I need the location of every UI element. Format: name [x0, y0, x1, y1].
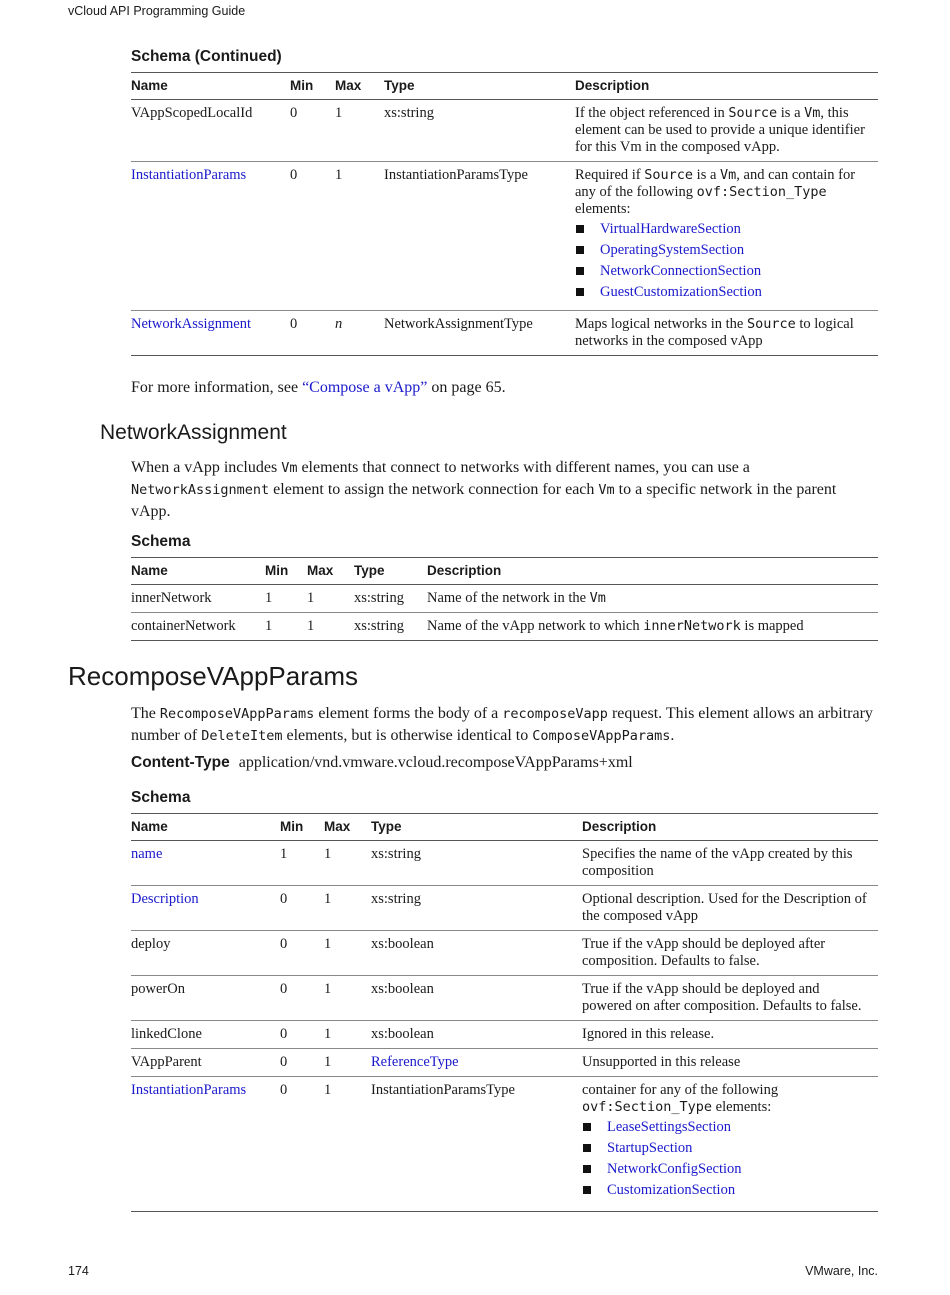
list-item: [582, 1119, 870, 1136]
desc-code: Vm: [804, 105, 821, 121]
name-link[interactable]: name: [131, 846, 163, 862]
cell-type: [371, 1049, 582, 1077]
cell-max: 1: [324, 931, 371, 976]
cell-description: Specifies the name of the vApp created by this composition: [582, 841, 878, 886]
section-type-list: [582, 1119, 870, 1199]
intro-code: ComposeVAppParams: [532, 728, 671, 744]
network-assignment-intro: [131, 457, 878, 522]
intro-text: The: [131, 705, 160, 722]
cell-min: 1: [265, 613, 307, 641]
network-assignment-link[interactable]: NetworkAssignment: [131, 316, 252, 332]
network-connection-section-link[interactable]: NetworkConnectionSection: [600, 263, 762, 279]
content-type-label: Content-Type: [131, 754, 230, 771]
description-link[interactable]: Description: [131, 891, 199, 907]
desc-code: ovf:Section_Type: [696, 184, 827, 200]
schema-continued-table: [131, 72, 878, 356]
intro-text: request. This element allows an arbitrary number of: [131, 705, 873, 744]
content-type-value: application/vnd.vmware.vcloud.recomposeVAppParams+xml: [238, 754, 633, 771]
cell-min: 0: [290, 100, 335, 162]
desc-text: is a: [693, 167, 721, 183]
table-row: [131, 886, 878, 931]
column-header-name: Name: [131, 73, 290, 100]
intro-text: elements that connect to networks with different names, you can use a: [297, 459, 750, 476]
instantiation-params-link[interactable]: InstantiationParams: [131, 1082, 247, 1098]
cell-type: InstantiationParamsType: [371, 1077, 582, 1212]
cell-min: 0: [280, 976, 324, 1021]
table-row: [131, 613, 878, 641]
reference-type-link[interactable]: ReferenceType: [371, 1054, 459, 1070]
cell-name: [131, 841, 280, 886]
cell-type: xs:string: [371, 886, 582, 931]
cell-min: 0: [280, 931, 324, 976]
cell-description: Ignored in this release.: [582, 1021, 878, 1049]
cell-description: Unsupported in this release: [582, 1049, 878, 1077]
network-assignment-heading: NetworkAssignment: [100, 421, 287, 444]
cell-type: xs:boolean: [371, 1021, 582, 1049]
table-row: [131, 1021, 878, 1049]
desc-code: Source: [644, 167, 694, 183]
running-header: vCloud API Programming Guide: [68, 4, 246, 18]
desc-text: is mapped: [740, 618, 804, 634]
list-item: [582, 1182, 870, 1199]
intro-text: element to assign the network connection for each: [269, 481, 599, 498]
cell-name: [131, 162, 290, 311]
cell-name: VAppScopedLocalId: [131, 100, 290, 162]
desc-text: , this element can be used to provide a unique identifier for this Vm in the composed vApp.: [575, 105, 865, 155]
table-row: [131, 162, 878, 311]
guest-customization-section-link[interactable]: GuestCustomizationSection: [600, 284, 762, 300]
column-header-max: Max: [307, 558, 354, 585]
cell-name: containerNetwork: [131, 613, 265, 641]
cell-description: [427, 585, 878, 613]
intro-code: NetworkAssignment: [131, 482, 270, 498]
column-header-description: Description: [582, 814, 878, 841]
intro-text: to a specific network in the parent vApp.: [131, 481, 837, 520]
cell-description: [575, 100, 878, 162]
list-item: [575, 263, 870, 280]
cell-description: Optional description. Used for the Description of the composed vApp: [582, 886, 878, 931]
desc-text: container for any of the following: [582, 1082, 779, 1098]
table-row: [131, 976, 878, 1021]
cell-description: [575, 311, 878, 356]
column-header-max: Max: [324, 814, 371, 841]
cell-max: n: [335, 311, 384, 356]
network-assignment-table: [131, 557, 878, 641]
desc-code: Source: [728, 105, 778, 121]
cell-type: xs:string: [384, 100, 575, 162]
cell-name: [131, 311, 290, 356]
cell-min: 0: [280, 886, 324, 931]
cell-type: xs:boolean: [371, 931, 582, 976]
column-header-type: Type: [384, 73, 575, 100]
intro-text: .: [670, 727, 675, 744]
cell-type: xs:string: [371, 841, 582, 886]
intro-text: When a vApp includes: [131, 459, 282, 476]
desc-text: If the object referenced in: [575, 105, 729, 121]
recompose-schema-table: [131, 813, 878, 1212]
cell-max: 1: [335, 100, 384, 162]
desc-code: Vm: [589, 590, 606, 606]
schema-continued-section: [131, 48, 878, 356]
network-config-section-link[interactable]: NetworkConfigSection: [607, 1161, 742, 1177]
list-item: [575, 242, 870, 259]
footer-company: VMware, Inc.: [805, 1264, 878, 1278]
column-header-max: Max: [335, 73, 384, 100]
cell-type: xs:string: [354, 585, 427, 613]
desc-code: Vm: [720, 167, 737, 183]
customization-section-link[interactable]: CustomizationSection: [607, 1182, 736, 1198]
desc-text: elements:: [575, 201, 631, 217]
table-header-row: [131, 73, 878, 100]
cell-type: xs:boolean: [371, 976, 582, 1021]
desc-code: Source: [746, 316, 796, 332]
cell-description: [582, 1077, 878, 1212]
lease-settings-section-link[interactable]: LeaseSettingsSection: [607, 1119, 732, 1135]
column-header-min: Min: [265, 558, 307, 585]
cell-description: True if the vApp should be deployed and powered on after composition. Defaults to false.: [582, 976, 878, 1021]
cell-name: powerOn: [131, 976, 280, 1021]
cell-type: xs:string: [354, 613, 427, 641]
more-info-prefix: For more information, see: [131, 379, 303, 396]
network-assignment-schema-title: Schema: [131, 533, 191, 550]
cell-description: True if the vApp should be deployed after composition. Defaults to false.: [582, 931, 878, 976]
cell-min: 1: [280, 841, 324, 886]
section-type-list: [575, 221, 870, 301]
cell-max: 1: [307, 613, 354, 641]
cell-min: 0: [280, 1049, 324, 1077]
desc-code: ovf:Section_Type: [582, 1099, 713, 1115]
instantiation-params-link[interactable]: InstantiationParams: [131, 167, 247, 183]
schema-continued-title: Schema (Continued): [131, 48, 282, 65]
list-item: [582, 1140, 870, 1157]
cell-max: 1: [324, 1049, 371, 1077]
cell-name: innerNetwork: [131, 585, 265, 613]
intro-code: DeleteItem: [201, 728, 283, 744]
cell-min: 0: [290, 162, 335, 311]
table-row: [131, 841, 878, 886]
column-header-type: Type: [354, 558, 427, 585]
cell-max: 1: [324, 1077, 371, 1212]
column-header-type: Type: [371, 814, 582, 841]
cell-min: 1: [265, 585, 307, 613]
intro-text: elements, but is otherwise identical to: [282, 727, 533, 744]
recompose-schema-section: [131, 789, 878, 1212]
desc-text: Required if: [575, 167, 645, 183]
cell-max: 1: [324, 976, 371, 1021]
column-header-min: Min: [290, 73, 335, 100]
cell-min: 0: [290, 311, 335, 356]
cell-max: 1: [324, 886, 371, 931]
table-row: [131, 311, 878, 356]
virtual-hardware-section-link[interactable]: VirtualHardwareSection: [600, 221, 741, 237]
column-header-description: Description: [427, 558, 878, 585]
table-row: [131, 1077, 878, 1212]
operating-system-section-link[interactable]: OperatingSystemSection: [600, 242, 745, 258]
cell-max: 1: [335, 162, 384, 311]
recompose-schema-title: Schema: [131, 789, 191, 806]
list-item: [582, 1161, 870, 1178]
compose-vapp-link[interactable]: “Compose a vApp”: [302, 379, 428, 396]
more-info-paragraph: [131, 377, 878, 398]
cell-name: [131, 1077, 280, 1212]
cell-name: linkedClone: [131, 1021, 280, 1049]
intro-code: RecomposeVAppParams: [159, 706, 315, 722]
cell-name: [131, 886, 280, 931]
desc-text: to logical networks in the composed vApp: [575, 316, 854, 349]
recompose-intro: [131, 703, 878, 747]
cell-description: [575, 162, 878, 311]
cell-min: 0: [280, 1021, 324, 1049]
cell-name: deploy: [131, 931, 280, 976]
cell-min: 0: [280, 1077, 324, 1212]
table-row: [131, 931, 878, 976]
desc-text: Maps logical networks in the: [575, 316, 747, 332]
more-info-suffix: on page 65.: [427, 379, 506, 396]
list-item: [575, 221, 870, 238]
cell-name: VAppParent: [131, 1049, 280, 1077]
table-row: [131, 100, 878, 162]
column-header-min: Min: [280, 814, 324, 841]
table-row: [131, 585, 878, 613]
page-number: 174: [68, 1264, 89, 1278]
content-type-line: [131, 754, 878, 772]
cell-max: 1: [324, 841, 371, 886]
column-header-name: Name: [131, 558, 265, 585]
table-header-row: [131, 814, 878, 841]
intro-text: element forms the body of a: [314, 705, 503, 722]
desc-text: Name of the network in the: [427, 590, 590, 606]
column-header-description: Description: [575, 73, 878, 100]
table-header-row: [131, 558, 878, 585]
cell-type: InstantiationParamsType: [384, 162, 575, 311]
intro-code: Vm: [598, 482, 615, 498]
intro-code: recomposeVapp: [502, 706, 608, 722]
table-row: [131, 1049, 878, 1077]
network-assignment-schema-section: [131, 533, 878, 641]
cell-max: 1: [324, 1021, 371, 1049]
intro-code: Vm: [281, 460, 298, 476]
desc-code: innerNetwork: [643, 618, 741, 634]
column-header-name: Name: [131, 814, 280, 841]
list-item: [575, 284, 870, 301]
startup-section-link[interactable]: StartupSection: [607, 1140, 693, 1156]
desc-text: elements:: [712, 1099, 772, 1115]
desc-text: Name of the vApp network to which: [427, 618, 644, 634]
desc-text: is a: [777, 105, 805, 121]
recompose-vapp-params-heading: RecomposeVAppParams: [68, 661, 358, 691]
cell-max: 1: [307, 585, 354, 613]
desc-text: , and can contain for any of the following: [575, 167, 856, 200]
cell-description: [427, 613, 878, 641]
cell-type: NetworkAssignmentType: [384, 311, 575, 356]
